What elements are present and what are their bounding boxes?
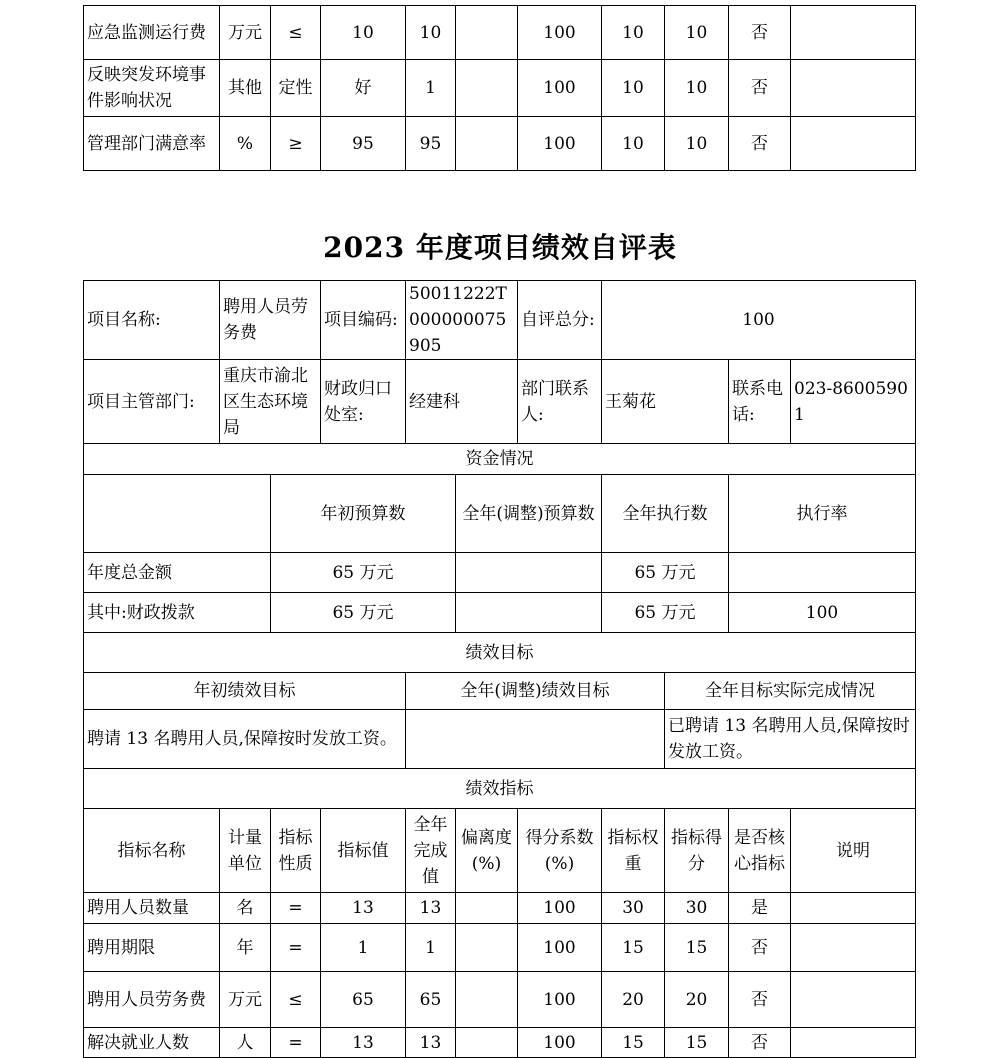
indicator-coef: 100 <box>518 893 602 924</box>
funds-header-adjusted: 全年(调整)预算数 <box>456 475 602 553</box>
indicator-note <box>791 893 916 924</box>
indicator-nature: = <box>271 893 321 924</box>
table-row <box>84 893 916 924</box>
ind-header-weight: 指标权重 <box>602 809 665 893</box>
ind-header-note: 说明 <box>791 809 916 893</box>
indicator-note <box>791 924 916 972</box>
table-row <box>84 972 916 1028</box>
project-code-label: 项目编码: <box>321 281 406 360</box>
ind-header-coef: 得分系数(%) <box>518 809 602 893</box>
indicator-target: 1 <box>321 924 406 972</box>
project-info-row <box>84 281 916 360</box>
funds-row-adjusted <box>456 593 602 633</box>
indicators-header-row <box>84 809 916 893</box>
goals-header-adjusted: 全年(调整)绩效目标 <box>406 673 665 710</box>
contact: 王菊花 <box>602 360 729 444</box>
indicator-weight: 20 <box>602 972 665 1028</box>
goals-section-header <box>84 633 916 673</box>
indicator-target: 13 <box>321 1028 406 1058</box>
funds-row-rate <box>729 553 916 593</box>
indicator-core: 否 <box>729 60 791 117</box>
indicator-actual: 1 <box>406 60 456 117</box>
funds-row-initial: 65 万元 <box>271 553 456 593</box>
indicator-weight: 15 <box>602 1028 665 1058</box>
indicator-name: 反映突发环境事件影响状况 <box>84 60 220 117</box>
goals-initial: 聘请 13 名聘用人员,保障按时发放工资。 <box>84 710 406 769</box>
goals-section-title: 绩效目标 <box>84 633 916 673</box>
indicator-score: 10 <box>665 117 729 171</box>
indicator-name: 聘用人员劳务费 <box>84 972 220 1028</box>
phone-label: 联系电话: <box>729 360 791 444</box>
indicator-core: 否 <box>729 117 791 171</box>
indicator-target: 13 <box>321 893 406 924</box>
indicator-deviation <box>456 60 518 117</box>
dept-info-row <box>84 360 916 444</box>
contact-label: 部门联系人: <box>518 360 602 444</box>
indicator-core: 否 <box>729 1028 791 1058</box>
ind-header-actual: 全年完成值 <box>406 809 456 893</box>
indicator-deviation <box>456 6 518 60</box>
phone: 023-86005901 <box>791 360 916 444</box>
ind-header-unit: 计量单位 <box>220 809 271 893</box>
funds-row-label: 其中:财政拨款 <box>84 593 271 633</box>
project-code: 50011222T000000075905 <box>406 281 518 360</box>
indicator-target: 65 <box>321 972 406 1028</box>
ind-header-deviation: 偏离度(%) <box>456 809 518 893</box>
indicator-deviation <box>456 117 518 171</box>
indicator-weight: 15 <box>602 924 665 972</box>
goals-header-actual: 全年目标实际完成情况 <box>665 673 916 710</box>
funds-header-executed: 全年执行数 <box>602 475 729 553</box>
ind-header-score: 指标得分 <box>665 809 729 893</box>
indicator-coef: 100 <box>518 60 602 117</box>
indicator-note <box>791 117 916 171</box>
indicator-name: 解决就业人数 <box>84 1028 220 1058</box>
table-row <box>84 6 916 60</box>
indicator-nature: = <box>271 1028 321 1058</box>
self-evaluation-table <box>83 280 916 1058</box>
indicator-name: 聘用人员数量 <box>84 893 220 924</box>
ind-header-nature: 指标性质 <box>271 809 321 893</box>
goals-adjusted <box>406 710 665 769</box>
indicator-deviation <box>456 972 518 1028</box>
indicator-nature: = <box>271 924 321 972</box>
indicator-name: 聘用期限 <box>84 924 220 972</box>
indicator-score: 10 <box>665 60 729 117</box>
indicator-coef: 100 <box>518 1028 602 1058</box>
funds-row <box>84 593 916 633</box>
indicator-unit: 年 <box>220 924 271 972</box>
indicator-name: 应急监测运行费 <box>84 6 220 60</box>
indicator-table-continued <box>83 5 916 171</box>
indicator-nature: ≤ <box>271 972 321 1028</box>
self-score: 100 <box>602 281 916 360</box>
finance-label: 财政归口处室: <box>321 360 406 444</box>
indicator-actual: 13 <box>406 893 456 924</box>
indicator-unit: 万元 <box>220 6 271 60</box>
goals-content-row <box>84 710 916 769</box>
indicator-deviation <box>456 1028 518 1058</box>
indicator-target: 95 <box>321 117 406 171</box>
project-name-label: 项目名称: <box>84 281 220 360</box>
dept-label: 项目主管部门: <box>84 360 220 444</box>
indicator-target: 10 <box>321 6 406 60</box>
indicator-weight: 10 <box>602 117 665 171</box>
funds-section-title: 资金情况 <box>84 444 916 475</box>
goals-actual: 已聘请 13 名聘用人员,保障按时发放工资。 <box>665 710 916 769</box>
indicator-weight: 10 <box>602 60 665 117</box>
funds-row <box>84 553 916 593</box>
indicator-nature: 定性 <box>271 60 321 117</box>
indicator-note <box>791 972 916 1028</box>
indicator-coef: 100 <box>518 117 602 171</box>
funds-row-rate: 100 <box>729 593 916 633</box>
indicator-core: 否 <box>729 6 791 60</box>
ind-header-core: 是否核心指标 <box>729 809 791 893</box>
indicator-score: 10 <box>665 6 729 60</box>
funds-row-executed: 65 万元 <box>602 593 729 633</box>
indicator-actual: 95 <box>406 117 456 171</box>
funds-row-initial: 65 万元 <box>271 593 456 633</box>
indicator-note <box>791 6 916 60</box>
indicator-weight: 10 <box>602 6 665 60</box>
indicator-actual: 10 <box>406 6 456 60</box>
funds-row-executed: 65 万元 <box>602 553 729 593</box>
indicator-actual: 65 <box>406 972 456 1028</box>
finance: 经建科 <box>406 360 518 444</box>
funds-row-label: 年度总金额 <box>84 553 271 593</box>
indicator-nature: ≥ <box>271 117 321 171</box>
indicator-coef: 100 <box>518 924 602 972</box>
goals-header-initial: 年初绩效目标 <box>84 673 406 710</box>
funds-row-adjusted <box>456 553 602 593</box>
ind-header-name: 指标名称 <box>84 809 220 893</box>
indicator-score: 30 <box>665 893 729 924</box>
dept: 重庆市渝北区生态环境局 <box>220 360 321 444</box>
indicator-score: 15 <box>665 924 729 972</box>
indicator-unit: 其他 <box>220 60 271 117</box>
indicator-target: 好 <box>321 60 406 117</box>
indicator-note <box>791 60 916 117</box>
ind-header-target: 指标值 <box>321 809 406 893</box>
indicator-name: 管理部门满意率 <box>84 117 220 171</box>
indicator-actual: 13 <box>406 1028 456 1058</box>
indicator-unit: 名 <box>220 893 271 924</box>
indicator-note <box>791 1028 916 1058</box>
indicator-core: 否 <box>729 972 791 1028</box>
indicators-section-title: 绩效指标 <box>84 769 916 809</box>
indicator-core: 是 <box>729 893 791 924</box>
indicator-actual: 1 <box>406 924 456 972</box>
table-row <box>84 117 916 171</box>
indicator-deviation <box>456 924 518 972</box>
self-score-label: 自评总分: <box>518 281 602 360</box>
project-name: 聘用人员劳务费 <box>220 281 321 360</box>
indicator-core: 否 <box>729 924 791 972</box>
goals-header-row <box>84 673 916 710</box>
indicator-unit: % <box>220 117 271 171</box>
indicator-weight: 30 <box>602 893 665 924</box>
page-title: 2023 年度项目绩效自评表 <box>323 231 677 264</box>
indicator-score: 20 <box>665 972 729 1028</box>
funds-header-initial: 年初预算数 <box>271 475 456 553</box>
table-row <box>84 60 916 117</box>
funds-header-rate: 执行率 <box>729 475 916 553</box>
indicators-section-header <box>84 769 916 809</box>
table-row <box>84 924 916 972</box>
funds-header-blank <box>84 475 271 553</box>
indicator-deviation <box>456 893 518 924</box>
funds-header-row <box>84 475 916 553</box>
indicator-coef: 100 <box>518 972 602 1028</box>
indicator-nature: ≤ <box>271 6 321 60</box>
table-row <box>84 1028 916 1058</box>
funds-section-header <box>84 444 916 475</box>
indicator-coef: 100 <box>518 6 602 60</box>
indicator-unit: 人 <box>220 1028 271 1058</box>
indicator-unit: 万元 <box>220 972 271 1028</box>
indicator-score: 15 <box>665 1028 729 1058</box>
